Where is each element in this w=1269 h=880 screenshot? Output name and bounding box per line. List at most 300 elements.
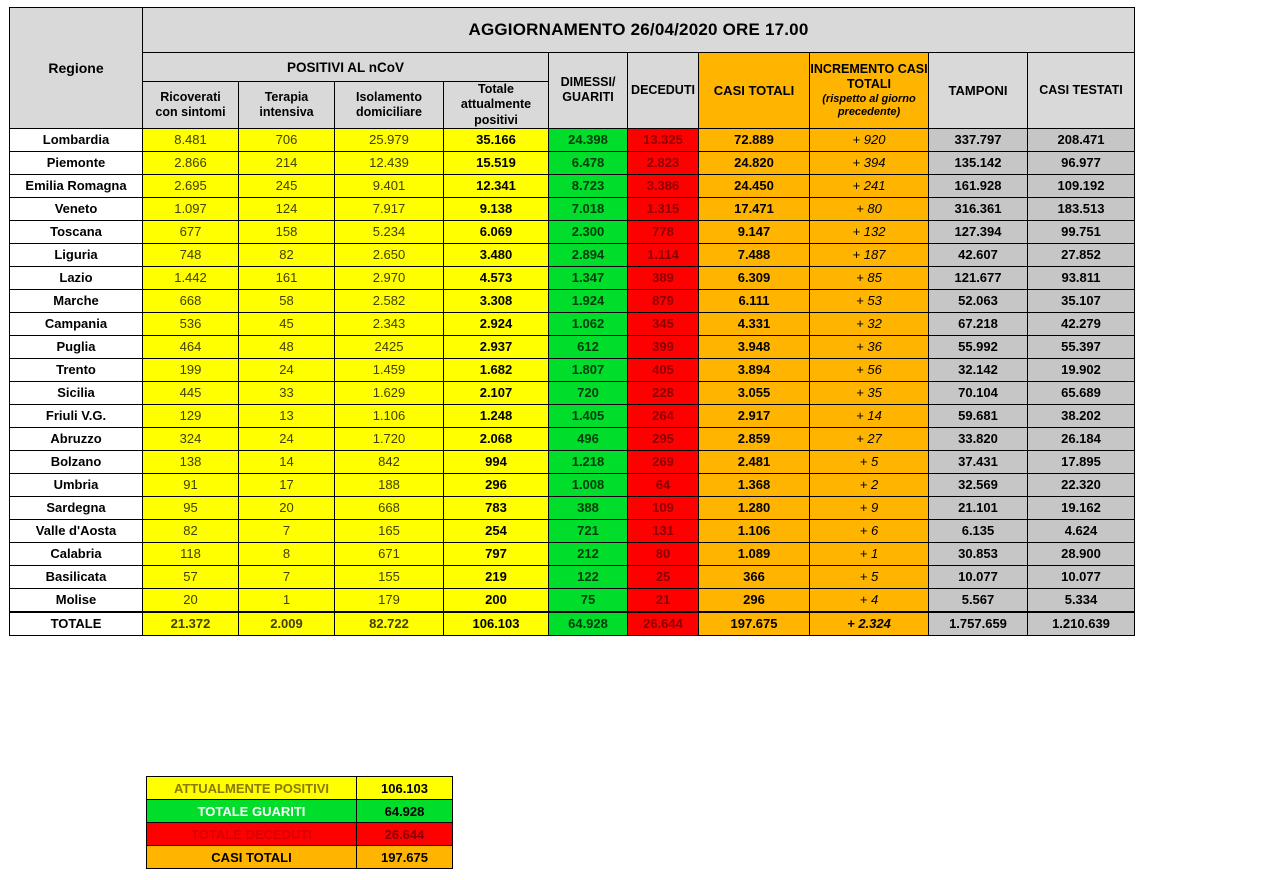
table-row	[10, 335, 1135, 358]
cell-ricoverati: 536	[143, 312, 239, 335]
cell-terapia-intensiva: 13	[239, 404, 335, 427]
cell-totale-positivi: 296	[444, 473, 549, 496]
cell-isolamento-domiciliare: 2425	[335, 335, 444, 358]
legend-value: 106.103	[357, 777, 453, 800]
cell-totale-positivi: 9.138	[444, 197, 549, 220]
cell-region-name: Bolzano	[10, 450, 143, 473]
cell-ricoverati: 677	[143, 220, 239, 243]
cell-casi-testati: 10.077	[1028, 565, 1135, 588]
table-row	[10, 565, 1135, 588]
table-row	[10, 612, 1135, 636]
cell-isolamento-domiciliare: 5.234	[335, 220, 444, 243]
header-row-group	[10, 53, 1135, 82]
cell-casi-totali: 3.948	[699, 335, 810, 358]
covid-regional-table	[9, 7, 1135, 636]
legend-value: 64.928	[357, 800, 453, 823]
table-row	[10, 243, 1135, 266]
cell-totale-positivi: 200	[444, 588, 549, 612]
cell-casi-testati: 65.689	[1028, 381, 1135, 404]
cell-casi-totali: 3.894	[699, 358, 810, 381]
cell-terapia-intensiva: 706	[239, 128, 335, 151]
cell-dimessi-guariti: 1.347	[549, 266, 628, 289]
cell-ricoverati: 1.442	[143, 266, 239, 289]
cell-region-name: TOTALE	[10, 612, 143, 636]
cell-incremento: + 14	[810, 404, 929, 427]
cell-totale-positivi: 15.519	[444, 151, 549, 174]
cell-terapia-intensiva: 7	[239, 565, 335, 588]
cell-deceduti: 778	[628, 220, 699, 243]
cell-tamponi: 21.101	[929, 496, 1028, 519]
cell-ricoverati: 21.372	[143, 612, 239, 636]
header-dimessi-l1: DIMESSI/	[560, 75, 616, 90]
cell-tamponi: 6.135	[929, 519, 1028, 542]
legend-table	[146, 776, 453, 869]
cell-terapia-intensiva: 1	[239, 588, 335, 612]
cell-totale-positivi: 254	[444, 519, 549, 542]
cell-incremento: + 2.324	[810, 612, 929, 636]
cell-casi-totali: 7.488	[699, 243, 810, 266]
cell-tamponi: 30.853	[929, 542, 1028, 565]
cell-dimessi-guariti: 721	[549, 519, 628, 542]
cell-region-name: Valle d'Aosta	[10, 519, 143, 542]
cell-deceduti: 264	[628, 404, 699, 427]
cell-casi-totali: 1.368	[699, 473, 810, 496]
table-body	[10, 128, 1135, 635]
cell-dimessi-guariti: 75	[549, 588, 628, 612]
cell-casi-totali: 9.147	[699, 220, 810, 243]
cell-isolamento-domiciliare: 2.343	[335, 312, 444, 335]
cell-incremento: + 80	[810, 197, 929, 220]
cell-isolamento-domiciliare: 82.722	[335, 612, 444, 636]
cell-deceduti: 399	[628, 335, 699, 358]
cell-totale-positivi: 1.682	[444, 358, 549, 381]
cell-casi-testati: 208.471	[1028, 128, 1135, 151]
cell-terapia-intensiva: 7	[239, 519, 335, 542]
cell-isolamento-domiciliare: 179	[335, 588, 444, 612]
cell-terapia-intensiva: 48	[239, 335, 335, 358]
cell-casi-totali: 197.675	[699, 612, 810, 636]
cell-incremento: + 9	[810, 496, 929, 519]
cell-ricoverati: 138	[143, 450, 239, 473]
cell-casi-totali: 296	[699, 588, 810, 612]
header-incremento	[810, 53, 929, 129]
cell-casi-testati: 99.751	[1028, 220, 1135, 243]
cell-region-name: Piemonte	[10, 151, 143, 174]
table-row	[10, 519, 1135, 542]
cell-dimessi-guariti: 64.928	[549, 612, 628, 636]
cell-deceduti: 2.823	[628, 151, 699, 174]
cell-casi-testati: 26.184	[1028, 427, 1135, 450]
table-row	[10, 128, 1135, 151]
legend-row	[147, 846, 453, 869]
cell-casi-totali: 1.106	[699, 519, 810, 542]
cell-ricoverati: 668	[143, 289, 239, 312]
cell-casi-testati: 28.900	[1028, 542, 1135, 565]
cell-casi-totali: 72.889	[699, 128, 810, 151]
table-row	[10, 404, 1135, 427]
cell-deceduti: 109	[628, 496, 699, 519]
header-deceduti: DECEDUTI	[628, 53, 699, 129]
cell-terapia-intensiva: 58	[239, 289, 335, 312]
table-row	[10, 450, 1135, 473]
table-row	[10, 427, 1135, 450]
cell-deceduti: 80	[628, 542, 699, 565]
cell-dimessi-guariti: 720	[549, 381, 628, 404]
cell-ricoverati: 118	[143, 542, 239, 565]
legend-value: 26.644	[357, 823, 453, 846]
cell-incremento: + 35	[810, 381, 929, 404]
cell-dimessi-guariti: 1.218	[549, 450, 628, 473]
cell-ricoverati: 464	[143, 335, 239, 358]
cell-tamponi: 1.757.659	[929, 612, 1028, 636]
cell-ricoverati: 445	[143, 381, 239, 404]
table-row	[10, 542, 1135, 565]
cell-isolamento-domiciliare: 668	[335, 496, 444, 519]
cell-casi-testati: 19.162	[1028, 496, 1135, 519]
cell-totale-positivi: 783	[444, 496, 549, 519]
cell-region-name: Friuli V.G.	[10, 404, 143, 427]
cell-dimessi-guariti: 1.405	[549, 404, 628, 427]
table-row	[10, 381, 1135, 404]
cell-incremento: + 132	[810, 220, 929, 243]
cell-casi-testati: 22.320	[1028, 473, 1135, 496]
legend-value: 197.675	[357, 846, 453, 869]
cell-isolamento-domiciliare: 2.650	[335, 243, 444, 266]
cell-deceduti: 131	[628, 519, 699, 542]
cell-deceduti: 1.114	[628, 243, 699, 266]
table-row	[10, 151, 1135, 174]
cell-terapia-intensiva: 33	[239, 381, 335, 404]
cell-deceduti: 1.315	[628, 197, 699, 220]
cell-isolamento-domiciliare: 9.401	[335, 174, 444, 197]
cell-tamponi: 32.142	[929, 358, 1028, 381]
cell-terapia-intensiva: 158	[239, 220, 335, 243]
cell-dimessi-guariti: 122	[549, 565, 628, 588]
table-row	[10, 220, 1135, 243]
cell-ricoverati: 2.695	[143, 174, 239, 197]
cell-tamponi: 135.142	[929, 151, 1028, 174]
cell-incremento: + 5	[810, 565, 929, 588]
cell-dimessi-guariti: 8.723	[549, 174, 628, 197]
cell-casi-testati: 109.192	[1028, 174, 1135, 197]
cell-deceduti: 269	[628, 450, 699, 473]
cell-deceduti: 228	[628, 381, 699, 404]
cell-terapia-intensiva: 82	[239, 243, 335, 266]
legend-row	[147, 823, 453, 846]
legend-label: TOTALE GUARITI	[147, 800, 357, 823]
cell-ricoverati: 1.097	[143, 197, 239, 220]
cell-dimessi-guariti: 1.924	[549, 289, 628, 312]
cell-deceduti: 345	[628, 312, 699, 335]
cell-isolamento-domiciliare: 1.629	[335, 381, 444, 404]
header-casi-totali: CASI TOTALI	[699, 53, 810, 129]
cell-incremento: + 53	[810, 289, 929, 312]
cell-ricoverati: 8.481	[143, 128, 239, 151]
cell-incremento: + 5	[810, 450, 929, 473]
cell-incremento: + 56	[810, 358, 929, 381]
cell-dimessi-guariti: 496	[549, 427, 628, 450]
header-tamponi: TAMPONI	[929, 53, 1028, 129]
table-row	[10, 174, 1135, 197]
cell-terapia-intensiva: 14	[239, 450, 335, 473]
cell-region-name: Molise	[10, 588, 143, 612]
cell-terapia-intensiva: 45	[239, 312, 335, 335]
cell-terapia-intensiva: 24	[239, 427, 335, 450]
cell-tamponi: 42.607	[929, 243, 1028, 266]
cell-casi-testati: 5.334	[1028, 588, 1135, 612]
cell-terapia-intensiva: 161	[239, 266, 335, 289]
cell-casi-testati: 93.811	[1028, 266, 1135, 289]
cell-ricoverati: 2.866	[143, 151, 239, 174]
cell-dimessi-guariti: 212	[549, 542, 628, 565]
header-update-title: AGGIORNAMENTO 26/04/2020 ORE 17.00	[143, 8, 1135, 53]
cell-region-name: Lazio	[10, 266, 143, 289]
cell-casi-testati: 42.279	[1028, 312, 1135, 335]
cell-tamponi: 5.567	[929, 588, 1028, 612]
cell-tamponi: 32.569	[929, 473, 1028, 496]
cell-tamponi: 161.928	[929, 174, 1028, 197]
header-ricoverati: Ricoverati con sintomi	[143, 82, 239, 129]
header-dimessi	[549, 53, 628, 129]
cell-casi-totali: 6.309	[699, 266, 810, 289]
cell-isolamento-domiciliare: 842	[335, 450, 444, 473]
cell-casi-testati: 96.977	[1028, 151, 1135, 174]
cell-isolamento-domiciliare: 1.720	[335, 427, 444, 450]
cell-isolamento-domiciliare: 2.582	[335, 289, 444, 312]
cell-ricoverati: 57	[143, 565, 239, 588]
cell-terapia-intensiva: 24	[239, 358, 335, 381]
cell-casi-totali: 4.331	[699, 312, 810, 335]
cell-casi-totali: 3.055	[699, 381, 810, 404]
table-row	[10, 197, 1135, 220]
cell-deceduti: 26.644	[628, 612, 699, 636]
header-isolamento-domiciliare: Isolamento domiciliare	[335, 82, 444, 129]
cell-casi-totali: 2.481	[699, 450, 810, 473]
cell-casi-testati: 183.513	[1028, 197, 1135, 220]
legend-label: CASI TOTALI	[147, 846, 357, 869]
cell-ricoverati: 748	[143, 243, 239, 266]
cell-casi-testati: 55.397	[1028, 335, 1135, 358]
cell-tamponi: 52.063	[929, 289, 1028, 312]
cell-totale-positivi: 2.107	[444, 381, 549, 404]
cell-dimessi-guariti: 2.300	[549, 220, 628, 243]
cell-region-name: Marche	[10, 289, 143, 312]
cell-ricoverati: 95	[143, 496, 239, 519]
header-dimessi-l2: GUARITI	[562, 90, 614, 105]
cell-incremento: + 85	[810, 266, 929, 289]
cell-isolamento-domiciliare: 1.106	[335, 404, 444, 427]
table-row	[10, 588, 1135, 612]
cell-deceduti: 405	[628, 358, 699, 381]
cell-isolamento-domiciliare: 155	[335, 565, 444, 588]
cell-incremento: + 32	[810, 312, 929, 335]
cell-deceduti: 13.325	[628, 128, 699, 151]
table-row	[10, 473, 1135, 496]
legend-label: ATTUALMENTE POSITIVI	[147, 777, 357, 800]
cell-terapia-intensiva: 214	[239, 151, 335, 174]
cell-isolamento-domiciliare: 188	[335, 473, 444, 496]
header-regione: Regione	[10, 8, 143, 129]
cell-totale-positivi: 6.069	[444, 220, 549, 243]
cell-region-name: Sicilia	[10, 381, 143, 404]
header-incremento-label: INCREMENTO CASI TOTALI	[810, 61, 928, 91]
cell-totale-positivi: 12.341	[444, 174, 549, 197]
cell-region-name: Basilicata	[10, 565, 143, 588]
cell-isolamento-domiciliare: 1.459	[335, 358, 444, 381]
cell-casi-testati: 1.210.639	[1028, 612, 1135, 636]
cell-totale-positivi: 2.937	[444, 335, 549, 358]
cell-isolamento-domiciliare: 7.917	[335, 197, 444, 220]
cell-casi-totali: 1.280	[699, 496, 810, 519]
cell-incremento: + 241	[810, 174, 929, 197]
cell-totale-positivi: 1.248	[444, 404, 549, 427]
cell-casi-totali: 366	[699, 565, 810, 588]
cell-casi-testati: 38.202	[1028, 404, 1135, 427]
cell-terapia-intensiva: 2.009	[239, 612, 335, 636]
cell-region-name: Campania	[10, 312, 143, 335]
table-header	[10, 8, 1135, 129]
cell-region-name: Sardegna	[10, 496, 143, 519]
cell-dimessi-guariti: 7.018	[549, 197, 628, 220]
cell-totale-positivi: 106.103	[444, 612, 549, 636]
cell-ricoverati: 129	[143, 404, 239, 427]
header-terapia-intensiva: Terapia intensiva	[239, 82, 335, 129]
cell-dimessi-guariti: 1.062	[549, 312, 628, 335]
cell-incremento: + 394	[810, 151, 929, 174]
cell-tamponi: 55.992	[929, 335, 1028, 358]
cell-casi-totali: 24.820	[699, 151, 810, 174]
cell-tamponi: 59.681	[929, 404, 1028, 427]
cell-tamponi: 337.797	[929, 128, 1028, 151]
cell-deceduti: 3.386	[628, 174, 699, 197]
cell-isolamento-domiciliare: 2.970	[335, 266, 444, 289]
table-row	[10, 266, 1135, 289]
cell-region-name: Lombardia	[10, 128, 143, 151]
cell-casi-totali: 2.859	[699, 427, 810, 450]
cell-deceduti: 879	[628, 289, 699, 312]
cell-tamponi: 127.394	[929, 220, 1028, 243]
cell-dimessi-guariti: 612	[549, 335, 628, 358]
cell-incremento: + 2	[810, 473, 929, 496]
cell-dimessi-guariti: 24.398	[549, 128, 628, 151]
cell-region-name: Puglia	[10, 335, 143, 358]
cell-incremento: + 4	[810, 588, 929, 612]
cell-terapia-intensiva: 245	[239, 174, 335, 197]
cell-casi-totali: 1.089	[699, 542, 810, 565]
cell-tamponi: 67.218	[929, 312, 1028, 335]
header-casi-testati: CASI TESTATI	[1028, 53, 1135, 129]
cell-casi-totali: 2.917	[699, 404, 810, 427]
cell-isolamento-domiciliare: 671	[335, 542, 444, 565]
cell-region-name: Emilia Romagna	[10, 174, 143, 197]
cell-ricoverati: 91	[143, 473, 239, 496]
cell-region-name: Calabria	[10, 542, 143, 565]
cell-dimessi-guariti: 1.807	[549, 358, 628, 381]
cell-casi-testati: 17.895	[1028, 450, 1135, 473]
cell-casi-testati: 19.902	[1028, 358, 1135, 381]
cell-isolamento-domiciliare: 165	[335, 519, 444, 542]
cell-totale-positivi: 35.166	[444, 128, 549, 151]
cell-deceduti: 25	[628, 565, 699, 588]
cell-casi-testati: 4.624	[1028, 519, 1135, 542]
cell-incremento: + 187	[810, 243, 929, 266]
cell-tamponi: 316.361	[929, 197, 1028, 220]
cell-incremento: + 920	[810, 128, 929, 151]
cell-isolamento-domiciliare: 12.439	[335, 151, 444, 174]
cell-terapia-intensiva: 20	[239, 496, 335, 519]
cell-deceduti: 295	[628, 427, 699, 450]
cell-terapia-intensiva: 8	[239, 542, 335, 565]
legend-row	[147, 800, 453, 823]
cell-dimessi-guariti: 1.008	[549, 473, 628, 496]
cell-dimessi-guariti: 6.478	[549, 151, 628, 174]
cell-totale-positivi: 2.924	[444, 312, 549, 335]
cell-ricoverati: 199	[143, 358, 239, 381]
cell-region-name: Toscana	[10, 220, 143, 243]
cell-dimessi-guariti: 388	[549, 496, 628, 519]
cell-tamponi: 70.104	[929, 381, 1028, 404]
cell-incremento: + 1	[810, 542, 929, 565]
cell-deceduti: 21	[628, 588, 699, 612]
cell-region-name: Veneto	[10, 197, 143, 220]
cell-totale-positivi: 219	[444, 565, 549, 588]
cell-tamponi: 33.820	[929, 427, 1028, 450]
cell-ricoverati: 82	[143, 519, 239, 542]
cell-incremento: + 36	[810, 335, 929, 358]
cell-casi-totali: 6.111	[699, 289, 810, 312]
header-row-title	[10, 8, 1135, 53]
cell-incremento: + 6	[810, 519, 929, 542]
cell-region-name: Trento	[10, 358, 143, 381]
header-incremento-note: (rispetto al giorno precedente)	[822, 92, 916, 118]
header-totale-attualmente-positivi: Totale attualmente positivi	[444, 82, 549, 129]
cell-casi-testati: 35.107	[1028, 289, 1135, 312]
cell-deceduti: 389	[628, 266, 699, 289]
cell-isolamento-domiciliare: 25.979	[335, 128, 444, 151]
cell-totale-positivi: 3.308	[444, 289, 549, 312]
cell-tamponi: 37.431	[929, 450, 1028, 473]
cell-casi-totali: 24.450	[699, 174, 810, 197]
cell-deceduti: 64	[628, 473, 699, 496]
cell-region-name: Liguria	[10, 243, 143, 266]
cell-totale-positivi: 797	[444, 542, 549, 565]
table-row	[10, 496, 1135, 519]
cell-terapia-intensiva: 124	[239, 197, 335, 220]
table-row	[10, 358, 1135, 381]
legend-label: TOTALE DECEDUTI	[147, 823, 357, 846]
cell-dimessi-guariti: 2.894	[549, 243, 628, 266]
cell-region-name: Abruzzo	[10, 427, 143, 450]
table-row	[10, 312, 1135, 335]
cell-terapia-intensiva: 17	[239, 473, 335, 496]
cell-region-name: Umbria	[10, 473, 143, 496]
legend-body	[147, 777, 453, 869]
cell-tamponi: 121.677	[929, 266, 1028, 289]
cell-tamponi: 10.077	[929, 565, 1028, 588]
cell-casi-totali: 17.471	[699, 197, 810, 220]
cell-totale-positivi: 4.573	[444, 266, 549, 289]
cell-ricoverati: 324	[143, 427, 239, 450]
header-positivi-group: POSITIVI AL nCoV	[143, 53, 549, 82]
cell-casi-testati: 27.852	[1028, 243, 1135, 266]
cell-totale-positivi: 2.068	[444, 427, 549, 450]
table-row	[10, 289, 1135, 312]
legend-row	[147, 777, 453, 800]
cell-incremento: + 27	[810, 427, 929, 450]
cell-ricoverati: 20	[143, 588, 239, 612]
cell-totale-positivi: 3.480	[444, 243, 549, 266]
cell-totale-positivi: 994	[444, 450, 549, 473]
